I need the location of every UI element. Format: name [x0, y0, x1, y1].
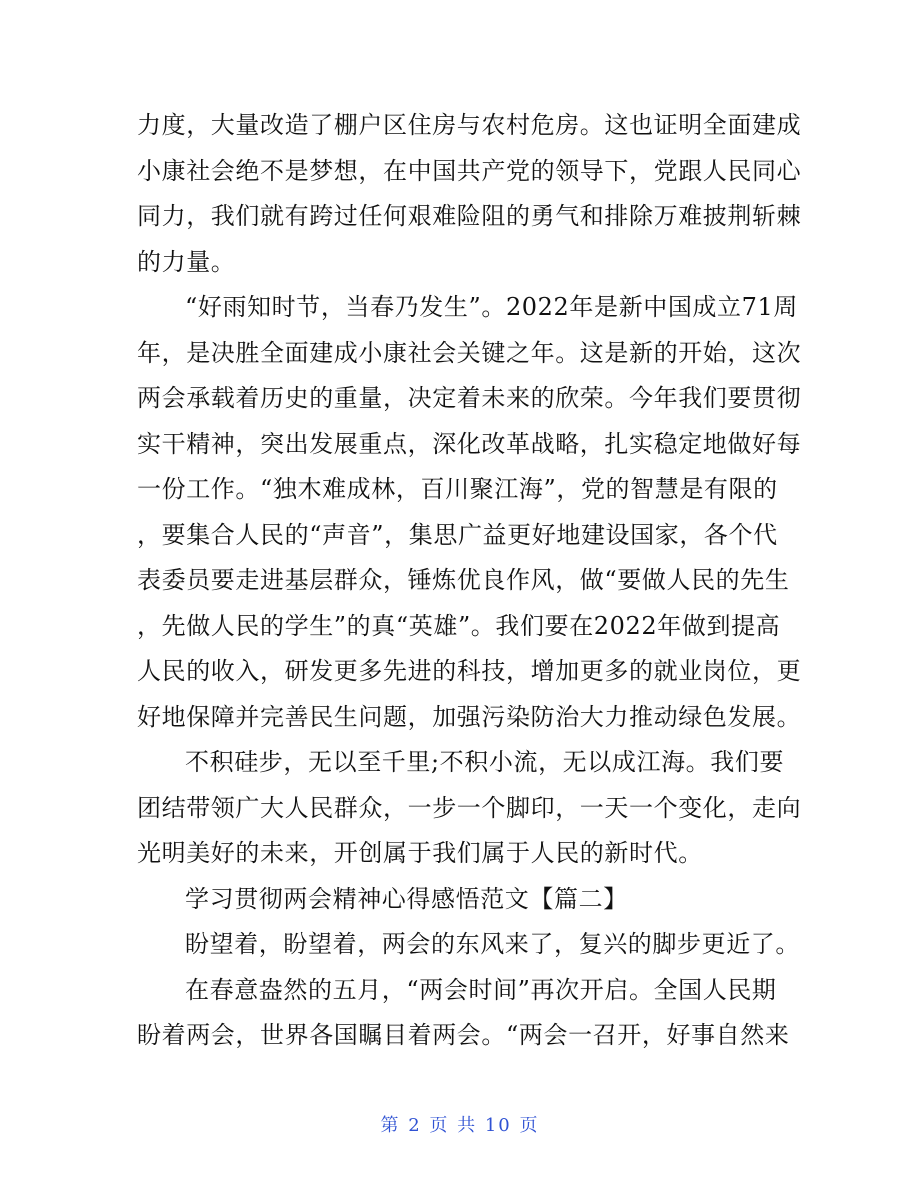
- text-line: 团结带领广大人民群众，一步一个脚印，一天一个变化，走向: [137, 793, 802, 822]
- page-number-footer: 第 2 页 共 10 页: [380, 1115, 540, 1136]
- text-line: 年，是决胜全面建成小康社会关键之年。这是新的开始，这次: [137, 338, 802, 367]
- text-line: 的力量。: [137, 247, 236, 276]
- text-line: 光明美好的未来，开创属于我们属于人民的新时代。: [137, 839, 703, 867]
- section-heading: 学习贯彻两会精神心得感悟范文【篇二】: [185, 884, 628, 913]
- text-line: 盼着两会，世界各国瞩目着两会。“两会一召开，好事自然来: [137, 1021, 790, 1049]
- text-line: 表委员要走进基层群众，锤炼优良作风，做“要做人民的先生: [137, 566, 790, 594]
- text-line: 人民的收入，研发更多先进的科技，增加更多的就业岗位，更: [137, 657, 802, 685]
- text-line: 好地保障并完善民生问题，加强污染防治大力推动绿色发展。: [137, 702, 802, 731]
- document-body: [137, 103, 802, 1059]
- text-line: 小康社会绝不是梦想，在中国共产党的领导下，党跟人民同心: [137, 156, 802, 185]
- text-line: ，先做人民的学生”的真“英雄”。我们要在2022年做到提高: [137, 611, 781, 640]
- text-line: 同力，我们就有跨过任何艰难险阻的勇气和排除万难披荆斩棘: [137, 202, 802, 230]
- text-line: 实干精神，突出发展重点，深化改革战略，扎实稳定地做好每: [137, 429, 802, 458]
- text-line: 力度，大量改造了棚户区住房与农村危房。这也证明全面建成: [137, 111, 802, 139]
- text-line: 不积硅步，无以至千里;不积小流，无以成江海。我们要: [185, 748, 785, 776]
- text-line: 两会承载着历史的重量，决定着未来的欣荣。今年我们要贯彻: [137, 384, 802, 412]
- text-line: 一份工作。“独木难成林，百川聚江海”，党的智慧是有限的: [137, 475, 778, 503]
- text-line: “好雨知时节，当春乃发生”。2022年是新中国成立71周: [185, 293, 798, 321]
- text-line: 盼望着，盼望着，两会的东风来了，复兴的脚步更近了。: [185, 930, 800, 958]
- text-line: ，要集合人民的“声音”，集思广益更好地建设国家，各个代: [137, 520, 778, 549]
- text-line: 在春意盎然的五月，“两会时间”再次开启。全国人民期: [185, 975, 777, 1004]
